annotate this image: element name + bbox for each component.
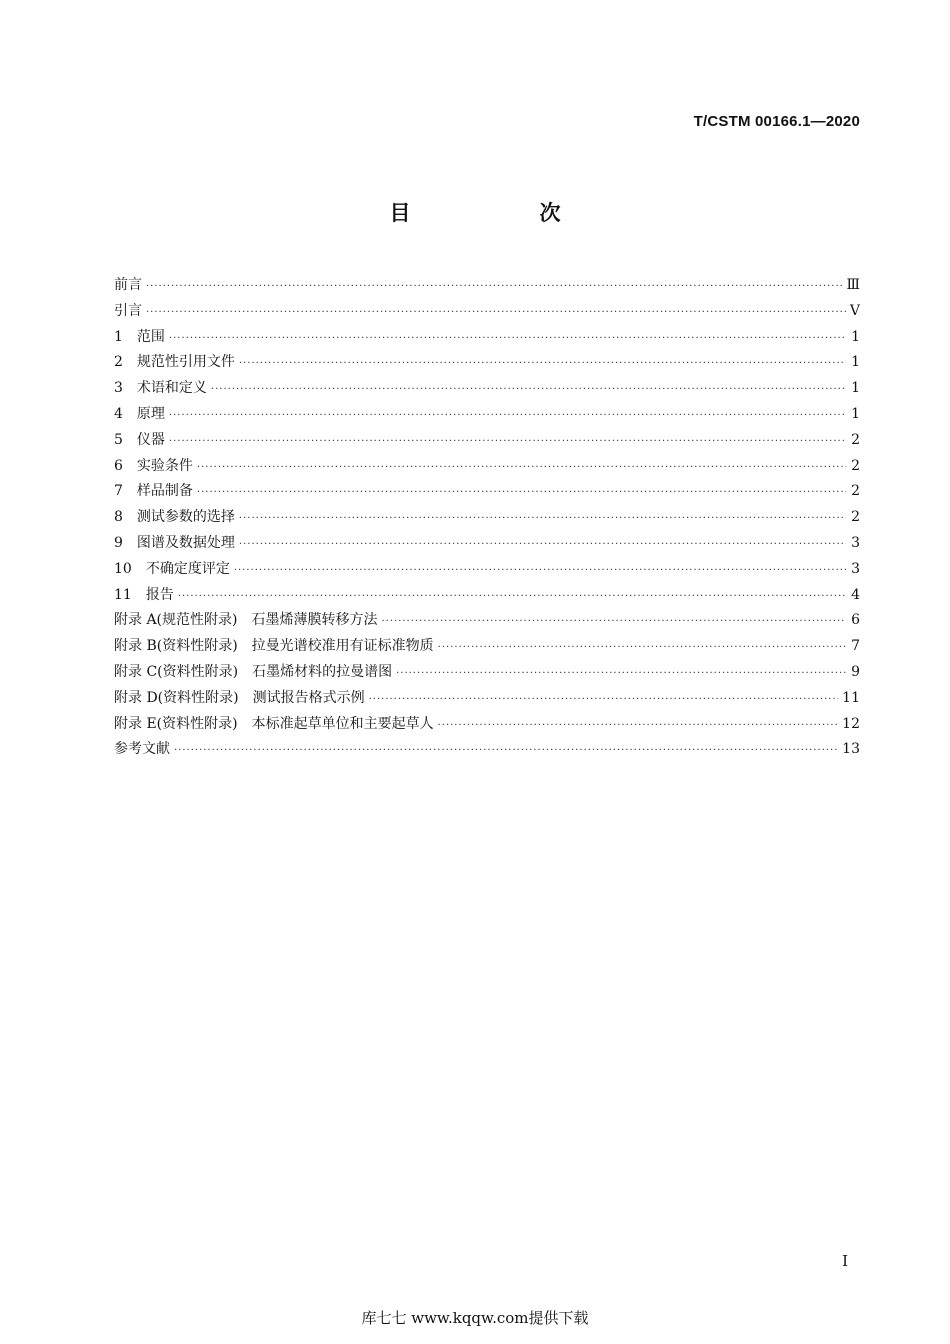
toc-entry-page: 2 (851, 509, 860, 526)
toc-leader-dots (239, 532, 846, 558)
toc-entry-page: 12 (842, 715, 860, 732)
toc-entry-page: 2 (851, 457, 860, 474)
toc-entry[interactable] (114, 634, 860, 660)
toc-entry-label: 1 范围 (114, 328, 165, 345)
toc-leader-dots (438, 713, 839, 739)
toc-entry[interactable] (114, 454, 860, 480)
toc-entry[interactable] (114, 608, 860, 634)
toc-entry-label: 8 测试参数的选择 (114, 509, 235, 526)
toc-entry-label: 前言 (114, 277, 142, 293)
toc-entry-page: 4 (851, 586, 860, 603)
toc-leader-dots (197, 455, 846, 481)
table-of-contents (114, 273, 860, 763)
toc-entry[interactable] (114, 505, 860, 531)
toc-entry-label: 9 图谱及数据处理 (114, 534, 235, 551)
download-source-note: 库七七 www.kqqw.com提供下载 (361, 1309, 589, 1327)
toc-entry-label: 2 规范性引用文件 (114, 354, 235, 371)
toc-entry-page: 1 (851, 380, 860, 397)
toc-entry[interactable] (114, 325, 860, 351)
toc-leader-dots (197, 480, 846, 506)
toc-entry-label: 参考文献 (114, 741, 170, 758)
toc-entry-label: 5 仪器 (114, 431, 165, 448)
toc-leader-dots (239, 351, 846, 377)
toc-leader-dots (234, 558, 846, 584)
toc-entry[interactable] (114, 583, 860, 609)
toc-leader-dots (169, 403, 846, 429)
toc-entry[interactable] (114, 737, 860, 763)
toc-entry[interactable] (114, 712, 860, 738)
toc-entry-page: 2 (851, 483, 860, 500)
toc-entry[interactable] (114, 350, 860, 376)
toc-entry-label: 10 不确定度评定 (114, 560, 230, 577)
toc-entry[interactable] (114, 376, 860, 402)
toc-entry-label: 3 术语和定义 (114, 380, 207, 397)
toc-entry-page: 1 (851, 354, 860, 371)
toc-entry-label: 11 报告 (114, 586, 174, 603)
toc-entry-page: 3 (851, 534, 860, 551)
toc-entry-page: 3 (851, 560, 860, 577)
toc-entry[interactable] (114, 557, 860, 583)
toc-title: 目 次 (389, 201, 615, 225)
toc-entry-label: 附录 D(资料性附录) 测试报告格式示例 (114, 689, 365, 706)
toc-entry-label: 6 实验条件 (114, 457, 193, 474)
toc-leader-dots (369, 687, 839, 713)
toc-entry-page: 9 (851, 663, 860, 680)
toc-leader-dots (178, 584, 846, 610)
toc-leader-dots (146, 274, 842, 300)
toc-leader-dots (381, 609, 846, 635)
toc-entry-label: 引言 (114, 302, 142, 319)
page-number: Ⅰ (842, 1252, 848, 1270)
toc-entry[interactable] (114, 428, 860, 454)
toc-entry-page: Ⅴ (849, 302, 860, 319)
toc-leader-dots (169, 429, 846, 455)
toc-entry-label: 4 原理 (114, 405, 165, 422)
toc-entry-page: 2 (851, 431, 860, 448)
toc-entry[interactable] (114, 299, 860, 325)
toc-entry-page: 1 (851, 328, 860, 345)
toc-entry-label: 7 样品制备 (114, 483, 193, 500)
toc-entry[interactable] (114, 273, 860, 299)
toc-leader-dots (146, 300, 846, 326)
toc-entry-page: 7 (851, 638, 860, 655)
toc-entry[interactable] (114, 660, 860, 686)
toc-entry[interactable] (114, 531, 860, 557)
toc-leader-dots (211, 377, 846, 403)
toc-leader-dots (174, 738, 838, 764)
toc-entry-page: 6 (851, 612, 860, 629)
toc-entry-label: 附录 A(规范性附录) 石墨烯薄膜转移方法 (114, 612, 378, 629)
toc-entry[interactable] (114, 402, 860, 428)
toc-entry-page: 13 (842, 741, 860, 758)
toc-entry[interactable] (114, 479, 860, 505)
toc-entry-label: 附录 E(资料性附录) 本标准起草单位和主要起草人 (114, 715, 434, 732)
toc-entry-label: 附录 C(资料性附录) 石墨烯材料的拉曼谱图 (114, 663, 393, 680)
toc-leader-dots (169, 326, 846, 352)
toc-entry[interactable] (114, 686, 860, 712)
toc-entry-page: 1 (851, 405, 860, 422)
toc-entry-page: Ⅲ (846, 277, 860, 293)
toc-entry-label: 附录 B(资料性附录) 拉曼光谱校准用有证标准物质 (114, 638, 434, 655)
toc-leader-dots (438, 635, 846, 661)
toc-entry-page: 11 (842, 689, 860, 706)
document-code: T/CSTM 00166.1—2020 (693, 113, 860, 130)
toc-leader-dots (396, 661, 846, 687)
toc-leader-dots (239, 506, 846, 532)
